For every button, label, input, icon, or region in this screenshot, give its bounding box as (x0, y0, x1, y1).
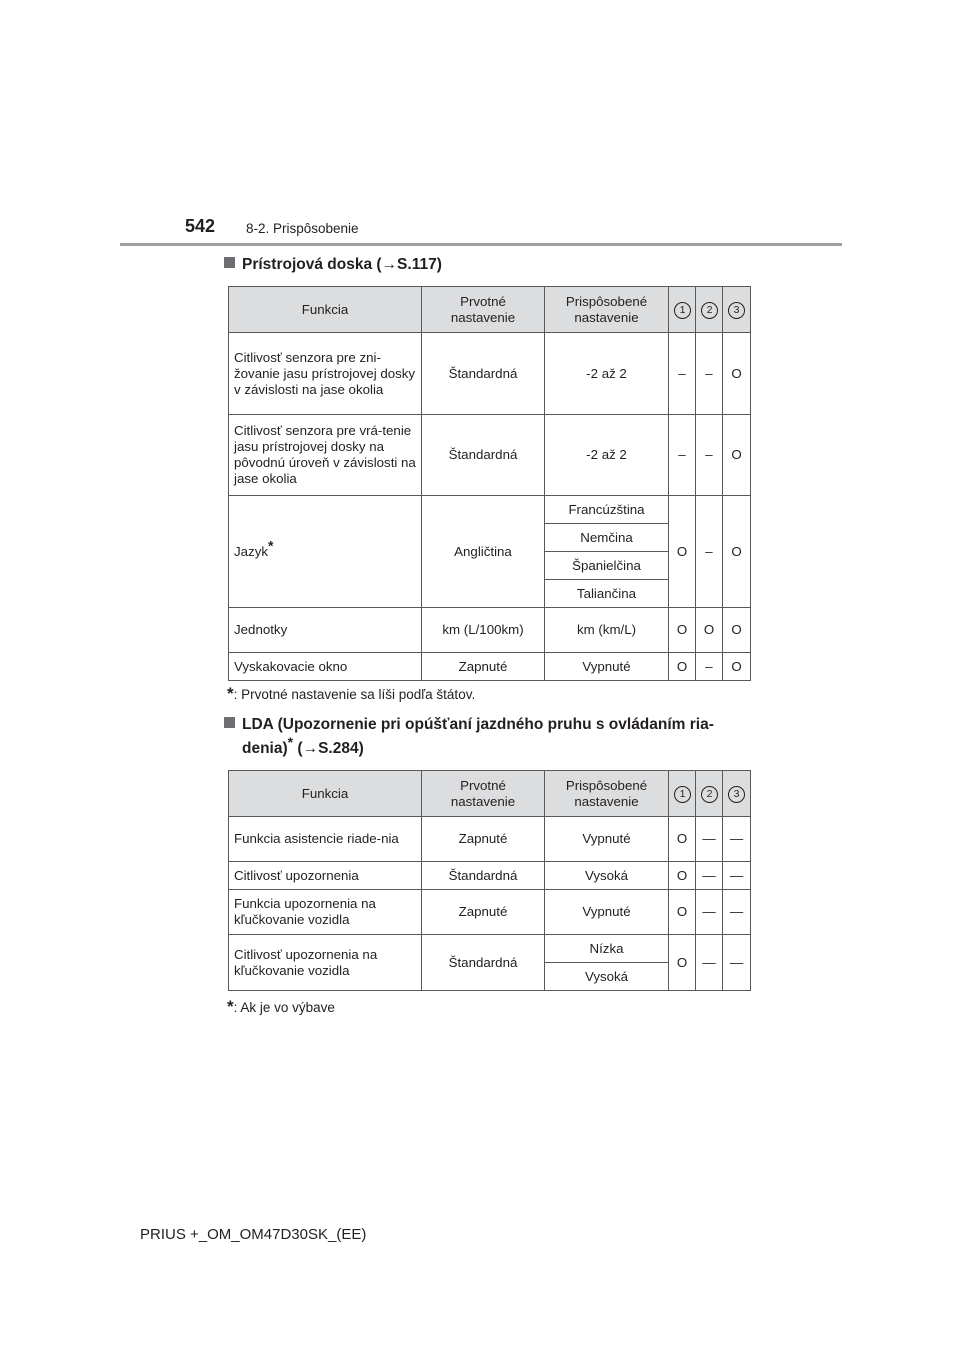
table-row: Citlivosť senzora pre zni-žovanie jasu prístrojovej dosky v závislosti na jase okolia Štandardná -2 až 2 – – O (229, 333, 751, 415)
col-header-3 (723, 287, 751, 333)
table-row: Vyskakovacie okno Zapnuté Vypnuté O – O (229, 653, 751, 681)
circled-1-icon: 1 (674, 786, 691, 803)
col-header-3 (723, 771, 751, 817)
table-subrow: Vysoká (229, 963, 751, 991)
footnote-asterisk: * (227, 997, 234, 1016)
square-bullet-icon (224, 257, 235, 268)
table-row: Funkcia upozornenia na kľučkovanie vozidla Zapnuté Vypnuté O — — (229, 890, 751, 935)
circled-3-icon: 3 (728, 786, 745, 803)
col-header-1 (669, 771, 696, 817)
page-number: 542 (185, 216, 216, 236)
document-code: PRIUS +_OM_OM47D30SK_(EE) (140, 1226, 367, 1243)
footnote-asterisk: * (287, 733, 294, 750)
lda-table (228, 770, 751, 991)
col-header-1 (669, 287, 696, 333)
table-subrow: Nemčina (229, 524, 751, 552)
col-header-function: Funkcia (229, 771, 422, 817)
table-subrow: Španielčina (229, 552, 751, 580)
table-row: Jednotky km (L/100km) km (km/L) O O O (229, 608, 751, 653)
col-header-custom: Prispôsobené nastavenie (545, 771, 669, 817)
circled-2-icon: 2 (701, 302, 718, 319)
table-header-row (229, 771, 751, 817)
col-header-2 (696, 771, 723, 817)
table-row: Funkcia asistencie riade-nia Zapnuté Vypnuté O — — (229, 817, 751, 862)
section1-heading: Prístrojová doska (→S.117) (224, 253, 442, 277)
section-label: 8-2. Prispôsobenie (246, 221, 359, 236)
col-header-2 (696, 287, 723, 333)
square-bullet-icon (224, 717, 235, 728)
table-header-row (229, 287, 751, 333)
section2-heading: LDA (Upozornenie pri opúšťaní jazdného pruhu s ovládaním ria- denia)* (→S.284) (224, 713, 714, 761)
arrow-icon: → (381, 256, 398, 273)
circled-2-icon: 2 (701, 786, 718, 803)
footnote-asterisk: * (227, 684, 234, 703)
footnote: *: Ak je vo výbave (227, 997, 335, 1016)
table-subrow: Taliančina (229, 580, 751, 608)
col-header-default: Prvotné nastavenie (422, 771, 545, 817)
header-rule (120, 243, 842, 246)
footnote: *: Prvotné nastavenie sa líši podľa štátov. (227, 684, 476, 703)
footnote-asterisk: * (268, 537, 274, 554)
table-row: Citlivosť senzora pre vrá-tenie jasu prístrojovej dosky na pôvodnú úroveň v závislosti na jase okolia Štandardná -2 až 2 – – O (229, 415, 751, 496)
table-row: Citlivosť upozornenia Štandardná Vysoká O — — (229, 862, 751, 890)
circled-3-icon: 3 (728, 302, 745, 319)
col-header-default: Prvotné nastavenie (422, 287, 545, 333)
col-header-custom: Prispôsobené nastavenie (545, 287, 669, 333)
table-row: Jazyk* Angličtina Francúzština O – O (229, 496, 751, 524)
table-row: Citlivosť upozornenia na kľučkovanie vozidla Štandardná Nízka O — — (229, 935, 751, 963)
arrow-icon: → (302, 740, 319, 757)
col-header-function: Funkcia (229, 287, 422, 333)
circled-1-icon: 1 (674, 302, 691, 319)
instrument-panel-table (228, 286, 751, 681)
